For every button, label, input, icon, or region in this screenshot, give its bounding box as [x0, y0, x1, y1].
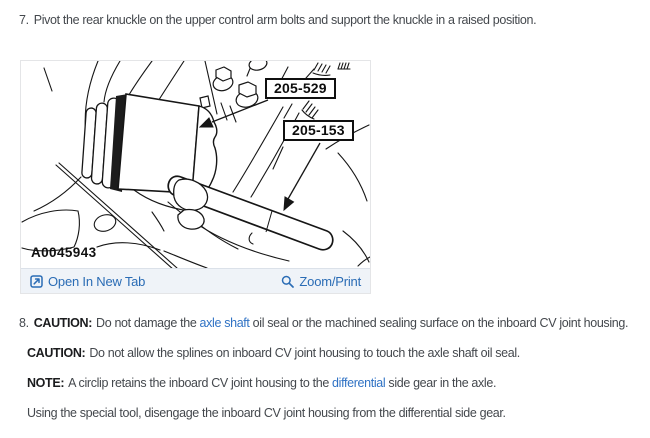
- step-8-number: 8.: [19, 316, 29, 330]
- figure-footer: [21, 268, 370, 293]
- note: [27, 376, 496, 390]
- hex-bolts: [211, 61, 268, 110]
- step-8: [19, 316, 628, 330]
- final-instruction-text: Using the special tool, disengage the inboard CV joint housing from the differential side gear.: [27, 406, 506, 420]
- caution-2: [27, 346, 520, 360]
- step-8-text-before: Do not damage the: [96, 316, 200, 330]
- callout-205-153: [283, 120, 354, 141]
- step-8-caution-label: CAUTION:: [33, 316, 93, 330]
- step-7-text: Pivot the rear knuckle on the upper control arm bolts and support the knuckle in a raised position.: [33, 13, 537, 27]
- housing-foot: [174, 179, 208, 229]
- note-label: NOTE:: [27, 376, 65, 390]
- zoom-print-label: Zoom/Print: [299, 273, 361, 289]
- caution-2-text: Do not allow the splines on inboard CV joint housing to touch the axle shaft oil seal.: [89, 346, 520, 360]
- magnifier-icon: [281, 275, 294, 288]
- differential-link[interactable]: differential: [332, 376, 386, 390]
- callout-205-153-label: 205-153: [292, 122, 345, 138]
- open-in-new-tab-icon: [30, 275, 43, 288]
- axle-shaft-link[interactable]: axle shaft: [199, 316, 250, 330]
- arrowhead-205-153: [284, 197, 294, 210]
- figure-card: [20, 60, 371, 294]
- note-text-after: side gear in the axle.: [385, 376, 497, 390]
- caution-2-label: CAUTION:: [27, 346, 86, 360]
- open-in-new-tab-link[interactable]: [30, 274, 145, 289]
- zoom-print-link[interactable]: [281, 274, 361, 289]
- callout-205-529: [265, 78, 336, 99]
- step-8-text-after: oil seal or the machined sealing surface on the inboard CV joint housing.: [249, 316, 629, 330]
- step-7-number: 7.: [19, 13, 29, 27]
- callout-205-529-label: 205-529: [274, 80, 327, 96]
- figure-image[interactable]: [21, 61, 370, 268]
- open-in-new-tab-label: Open In New Tab: [48, 273, 146, 289]
- final-instruction: [27, 406, 506, 420]
- step-7: [19, 13, 536, 27]
- note-text-before: A circlip retains the inboard CV joint housing to the: [68, 376, 333, 390]
- cv-joint-housing: [118, 94, 217, 195]
- figure-id: A0045943: [31, 245, 97, 260]
